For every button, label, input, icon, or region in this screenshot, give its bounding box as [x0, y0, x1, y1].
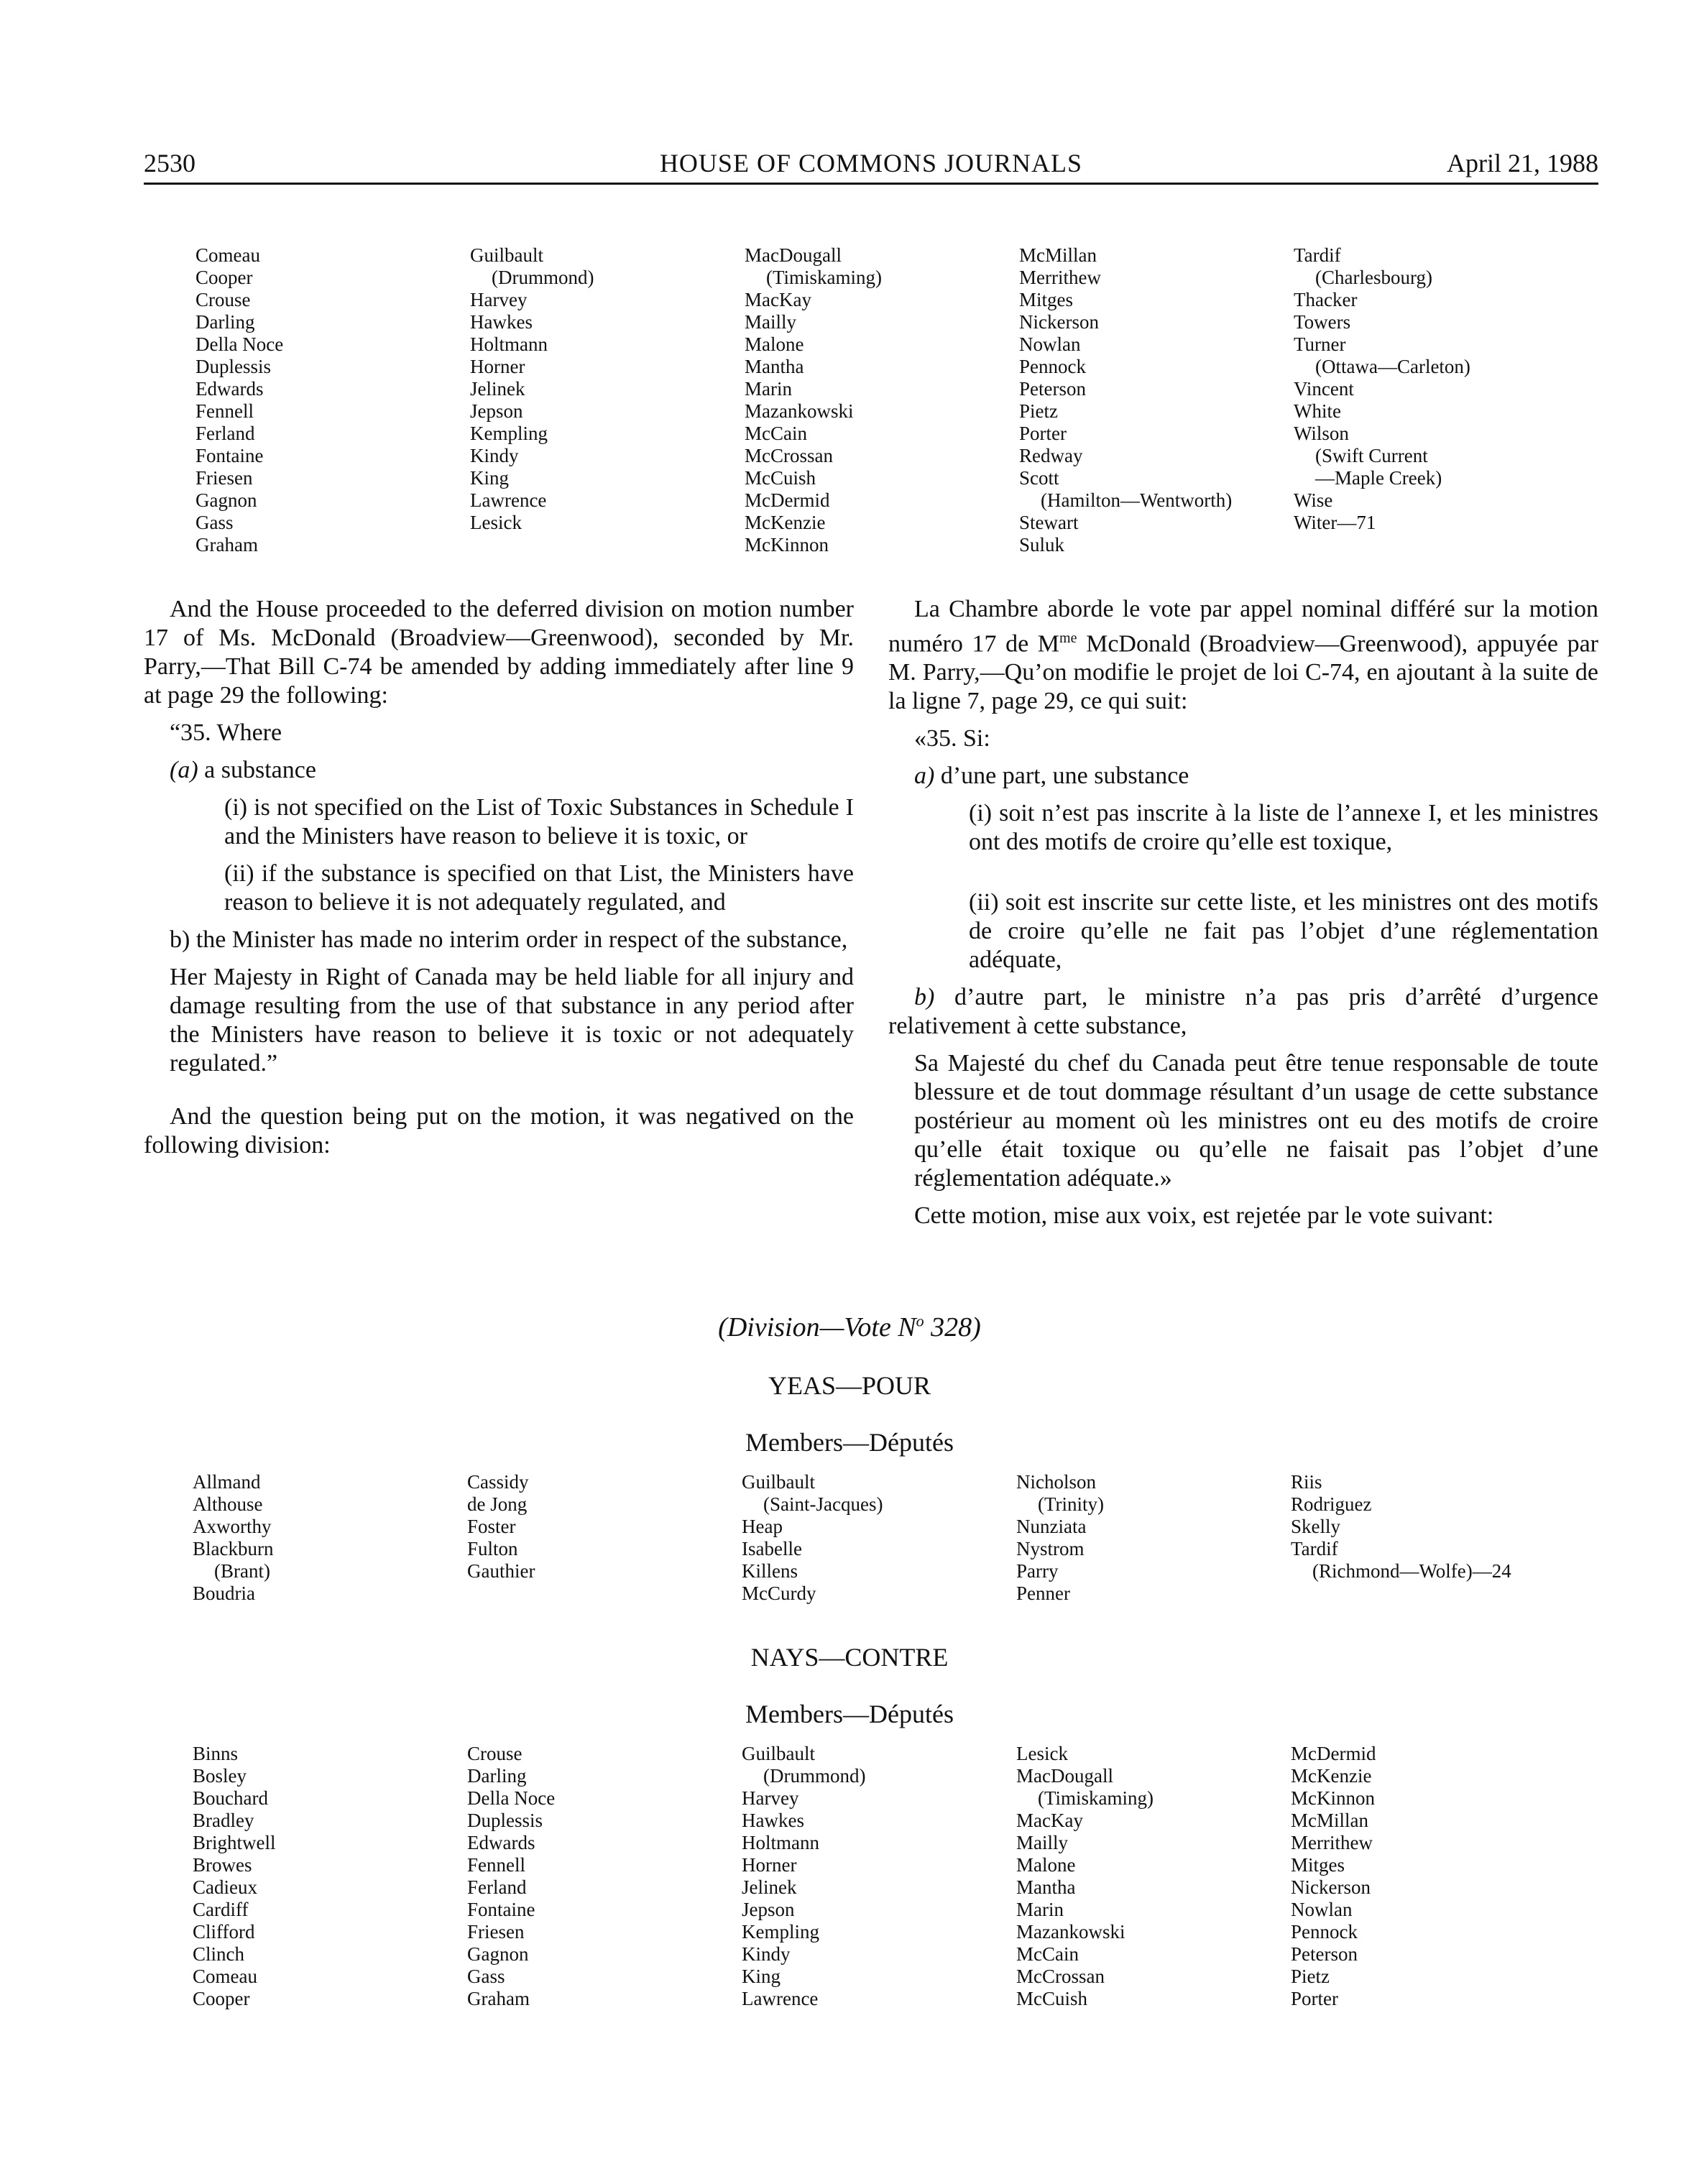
paragraph-b-fr-marker: b) [914, 984, 935, 1011]
member-name: Porter [1019, 423, 1067, 444]
member-name: McCain [745, 423, 807, 444]
member-name: Nicholson [1016, 1471, 1096, 1493]
member-name: Mitges [1291, 1854, 1345, 1876]
member-name: Witer—71 [1294, 512, 1376, 533]
member-name: Peterson [1291, 1943, 1358, 1965]
member-name: Wilson [1294, 423, 1349, 444]
member-name: Clifford [193, 1921, 255, 1943]
page-header [144, 144, 1598, 185]
member-name: Fulton [467, 1538, 518, 1559]
member-name: Jelinek [470, 378, 525, 400]
riding-name: (Charlesbourg) [1315, 267, 1432, 288]
member-name: Towers [1294, 311, 1351, 333]
division-label-sup: o [916, 1312, 924, 1330]
names-column [467, 1471, 740, 1582]
member-name: Darling [195, 311, 255, 333]
riding-name: (Drummond) [763, 1765, 866, 1787]
member-name: Nickerson [1019, 311, 1099, 333]
member-name: Duplessis [467, 1810, 543, 1831]
member-name: Gagnon [467, 1943, 529, 1965]
journal-title: HOUSE OF COMMONS JOURNALS [659, 149, 1083, 178]
english-column [144, 595, 854, 1169]
member-name: MacDougall [1016, 1765, 1113, 1787]
member-name: Suluk [1019, 534, 1065, 556]
names-column [1016, 1471, 1289, 1605]
member-name: Lesick [1016, 1743, 1068, 1764]
member-name: Brightwell [193, 1832, 276, 1853]
member-name: Jelinek [742, 1876, 797, 1898]
member-name: Foster [467, 1516, 516, 1537]
member-name: Della Noce [467, 1787, 556, 1809]
member-name: Binns [193, 1743, 239, 1764]
member-name: Mazankowski [1016, 1921, 1125, 1943]
member-name: Bouchard [193, 1787, 268, 1809]
member-name: Ferland [195, 423, 255, 444]
riding-name: (Richmond—Wolfe)—24 [1312, 1560, 1511, 1582]
member-name: McCrossan [745, 445, 833, 466]
subparagraph-i: (i) is not specified on the List of Toxic Substances in Schedule I and the Ministers have reason to believe it is toxic, or [224, 794, 854, 849]
member-name: Harvey [470, 289, 528, 310]
member-name: Kindy [470, 445, 519, 466]
member-name: McKinnon [745, 534, 829, 556]
member-name: Browes [193, 1854, 252, 1876]
member-name: Nowlan [1019, 333, 1081, 355]
member-name: Axworthy [193, 1516, 272, 1537]
member-name: Killens [742, 1560, 798, 1582]
member-name: Boudria [193, 1582, 255, 1604]
member-name: Blackburn [193, 1538, 274, 1559]
member-name: MacDougall [745, 244, 842, 266]
member-name: King [742, 1966, 781, 1987]
member-name: MacKay [745, 289, 811, 310]
clause-heading: “35. Where [170, 719, 282, 746]
motion-conclusion-fr: Sa Majesté du chef du Canada peut être tenue responsable de toute blessure et de tout dommage résultant d’un usage de cette substance postérieur au moment où les ministres ont eu des motifs de croire qu’elle était toxique ou qu’elle ne faisait pas l’objet d’une réglementation adéquate.» [914, 1050, 1598, 1192]
member-name: Cassidy [467, 1471, 529, 1493]
member-name: Fontaine [195, 445, 264, 466]
paragraph-a-fr-marker: a) [914, 762, 935, 790]
member-name: Lesick [470, 512, 522, 533]
member-name: Kindy [742, 1943, 791, 1965]
member-name: Malone [745, 333, 804, 355]
member-name: Jepson [470, 400, 523, 422]
names-column [193, 1471, 466, 1605]
member-name: Mantha [1016, 1876, 1076, 1898]
riding-name: (Ottawa—Carleton) [1315, 356, 1470, 377]
member-name: Comeau [195, 244, 260, 266]
names-column [745, 244, 1018, 556]
member-name: Holtmann [470, 333, 548, 355]
member-name: Fennell [195, 400, 254, 422]
member-name: Comeau [193, 1966, 257, 1987]
member-name: Della Noce [195, 333, 284, 355]
member-name: Marin [1016, 1899, 1064, 1920]
member-name: Marin [745, 378, 792, 400]
member-name: Heap [742, 1516, 783, 1537]
member-name: McCurdy [742, 1582, 816, 1604]
motion-conclusion: Her Majesty in Right of Canada may be held liable for all injury and damage resulting from the use of that substance in any period after the Ministers have reason to believe it is toxic or not adequately regulated.” [170, 964, 854, 1077]
member-name: Clinch [193, 1943, 244, 1965]
member-name: Redway [1019, 445, 1083, 466]
member-name: Penner [1016, 1582, 1070, 1604]
member-name: Cooper [195, 267, 253, 288]
member-name: Merrithew [1291, 1832, 1373, 1853]
member-name: Peterson [1019, 378, 1086, 400]
member-name: Allmand [193, 1471, 261, 1493]
member-name: Graham [467, 1988, 530, 2009]
member-name: Riis [1291, 1471, 1322, 1493]
member-name: Horner [470, 356, 525, 377]
riding-name: (Drummond) [492, 267, 594, 288]
member-name: Mailly [745, 311, 796, 333]
member-name: Holtmann [742, 1832, 819, 1853]
member-name: Mitges [1019, 289, 1074, 310]
riding-name: (Saint-Jacques) [763, 1493, 883, 1515]
division-heading [0, 1312, 1699, 1343]
member-name: Hawkes [470, 311, 533, 333]
member-name: Friesen [467, 1921, 525, 1943]
motion-intro-fr [888, 595, 1598, 716]
member-name: Nunziata [1016, 1516, 1087, 1537]
clause-heading-fr: «35. Si: [914, 725, 990, 752]
member-name: Tardif [1294, 244, 1341, 266]
member-name: Gauthier [467, 1560, 535, 1582]
member-name: Pennock [1291, 1921, 1358, 1943]
member-name: Stewart [1019, 512, 1079, 533]
member-name: Cadieux [193, 1876, 257, 1898]
riding-name: (Trinity) [1038, 1493, 1105, 1515]
riding-name: (Swift Current [1315, 445, 1428, 466]
division-label: (Division—Vote N [718, 1312, 916, 1342]
member-name: Gass [467, 1966, 505, 1987]
paragraph-a [144, 756, 854, 785]
motion-intro-fr-part2: McDonald (Broadview—Greenwood), appuyée par M. Parry,—Qu’on modifie le projet de loi C-74, en ajoutant à la suite de la ligne 7, page 29, ce qui suit: [888, 630, 1598, 715]
names-column [742, 1471, 1015, 1605]
member-name: McCrossan [1016, 1966, 1105, 1987]
member-name: Mazankowski [745, 400, 854, 422]
member-name: Nickerson [1291, 1876, 1371, 1898]
motion-intro-fr-part1: La Chambre aborde le vote par appel nominal différé sur la motion numéro 17 de M [888, 596, 1598, 658]
member-name: Nowlan [1291, 1899, 1353, 1920]
paragraph-b: b) the Minister has made no interim order in respect of the substance, [170, 926, 848, 953]
member-name: McDermid [745, 489, 830, 511]
member-name: Ferland [467, 1876, 527, 1898]
question-text: And the question being put on the motion, it was negatived on the following division: [144, 1103, 854, 1158]
subparagraph-ii-fr: (ii) soit est inscrite sur cette liste, et les ministres ont des motifs de croire qu’elle ne fait pas l’objet d’une réglementation adéquate, [969, 889, 1598, 974]
member-name: Harvey [742, 1787, 799, 1809]
member-name: McKinnon [1291, 1787, 1375, 1809]
names-column [1016, 1743, 1289, 2010]
nays-heading: NAYS—CONTRE [750, 1643, 949, 1672]
member-name: Cooper [193, 1988, 250, 2009]
member-name: Guilbault [742, 1743, 815, 1764]
member-name: McDermid [1291, 1743, 1376, 1764]
division-number: 328) [924, 1312, 981, 1342]
names-column [193, 1743, 466, 2010]
riding-name: (Timiskaming) [1038, 1787, 1154, 1809]
member-name: Bosley [193, 1765, 247, 1787]
member-name: Fontaine [467, 1899, 535, 1920]
names-column [1291, 1471, 1564, 1582]
yeas-heading: YEAS—POUR [768, 1371, 931, 1400]
member-name: Edwards [467, 1832, 535, 1853]
member-name: Crouse [467, 1743, 522, 1764]
member-name: Wise [1294, 489, 1333, 511]
member-name: Isabelle [742, 1538, 802, 1559]
member-name: Lawrence [470, 489, 547, 511]
member-name: Parry [1016, 1560, 1059, 1582]
member-name: Lawrence [742, 1988, 819, 2009]
member-name: McCuish [1016, 1988, 1088, 2009]
member-name: Pietz [1291, 1966, 1330, 1987]
french-column [888, 595, 1598, 1239]
member-name: Gass [195, 512, 234, 533]
member-name: Skelly [1291, 1516, 1341, 1537]
member-name: McKenzie [1291, 1765, 1372, 1787]
motion-intro: And the House proceeded to the deferred division on motion number 17 of Ms. McDonald (Broadview—Greenwood), seconded by Mr. Parry,—That Bill C-74 be amended by adding immediately after line 9 at page 29 the following: [144, 596, 854, 709]
member-name: Vincent [1294, 378, 1354, 400]
motion-intro-fr-sup: me [1059, 630, 1077, 646]
riding-name: —Maple Creek) [1315, 467, 1442, 489]
member-name: Nystrom [1016, 1538, 1085, 1559]
member-name: Kempling [470, 423, 548, 444]
riding-name: (Hamilton—Wentworth) [1041, 489, 1233, 511]
member-name: Jepson [742, 1899, 795, 1920]
member-name: McMillan [1019, 244, 1097, 266]
names-column [467, 1743, 740, 2010]
member-name: Crouse [195, 289, 251, 310]
names-column [742, 1743, 1015, 2010]
paragraph-a-text: a substance [198, 757, 316, 783]
member-name: Friesen [195, 467, 253, 489]
member-name: Graham [195, 534, 258, 556]
paragraph-b-fr [888, 983, 1598, 1041]
member-name: Pietz [1019, 400, 1058, 422]
question-text-fr: Cette motion, mise aux voix, est rejetée par le vote suivant: [914, 1202, 1494, 1230]
member-name: Tardif [1291, 1538, 1338, 1559]
member-name: Cardiff [193, 1899, 249, 1920]
member-name: Edwards [195, 378, 264, 400]
riding-name: (Timiskaming) [766, 267, 883, 288]
member-name: Kempling [742, 1921, 819, 1943]
member-name: King [470, 467, 509, 489]
member-name: Horner [742, 1854, 797, 1876]
member-name: Thacker [1294, 289, 1358, 310]
names-column [1291, 1743, 1564, 2010]
member-name: Althouse [193, 1493, 263, 1515]
subparagraph-i-fr: (i) soit n’est pas inscrite à la liste de l’annexe I, et les ministres ont des motifs de croire qu’elle est toxique, [969, 800, 1598, 856]
member-name: Rodriguez [1291, 1493, 1372, 1515]
member-name: Guilbault [742, 1471, 815, 1493]
riding-name: (Brant) [214, 1560, 270, 1582]
names-column [1294, 244, 1567, 534]
member-name: Turner [1294, 333, 1346, 355]
names-column [1019, 244, 1292, 556]
member-name: McCain [1016, 1943, 1079, 1965]
names-column [195, 244, 469, 556]
paragraph-a-marker: (a) [170, 757, 198, 783]
names-column [470, 244, 743, 534]
member-name: Bradley [193, 1810, 254, 1831]
member-name: Fennell [467, 1854, 525, 1876]
subparagraph-ii: (ii) if the substance is specified on that List, the Ministers have reason to believe it is not adequately regulated, and [224, 860, 854, 916]
member-name: Porter [1291, 1988, 1338, 2009]
paragraph-b-fr-text: d’autre part, le ministre n’a pas pris d’arrêté d’urgence relativement à cette substance, [888, 984, 1598, 1040]
paragraph-a-fr-text: d’une part, une substance [934, 762, 1189, 790]
yeas-subheading: Members—Députés [745, 1428, 954, 1457]
member-name: McKenzie [745, 512, 826, 533]
member-name: Hawkes [742, 1810, 804, 1831]
member-name: Scott [1019, 467, 1059, 489]
journal-date: April 21, 1988 [1447, 149, 1598, 178]
member-name: Merrithew [1019, 267, 1101, 288]
member-name: Guilbault [470, 244, 543, 266]
member-name: Pennock [1019, 356, 1086, 377]
member-name: MacKay [1016, 1810, 1083, 1831]
member-name: Malone [1016, 1854, 1076, 1876]
member-name: Darling [467, 1765, 527, 1787]
member-name: McMillan [1291, 1810, 1368, 1831]
nays-subheading: Members—Députés [745, 1700, 954, 1728]
member-name: Mailly [1016, 1832, 1068, 1853]
paragraph-a-fr [888, 762, 1598, 791]
member-name: White [1294, 400, 1341, 422]
page-number: 2530 [144, 149, 195, 178]
member-name: Mantha [745, 356, 804, 377]
member-name: de Jong [467, 1493, 528, 1515]
member-name: Gagnon [195, 489, 257, 511]
member-name: Duplessis [195, 356, 272, 377]
member-name: McCuish [745, 467, 816, 489]
